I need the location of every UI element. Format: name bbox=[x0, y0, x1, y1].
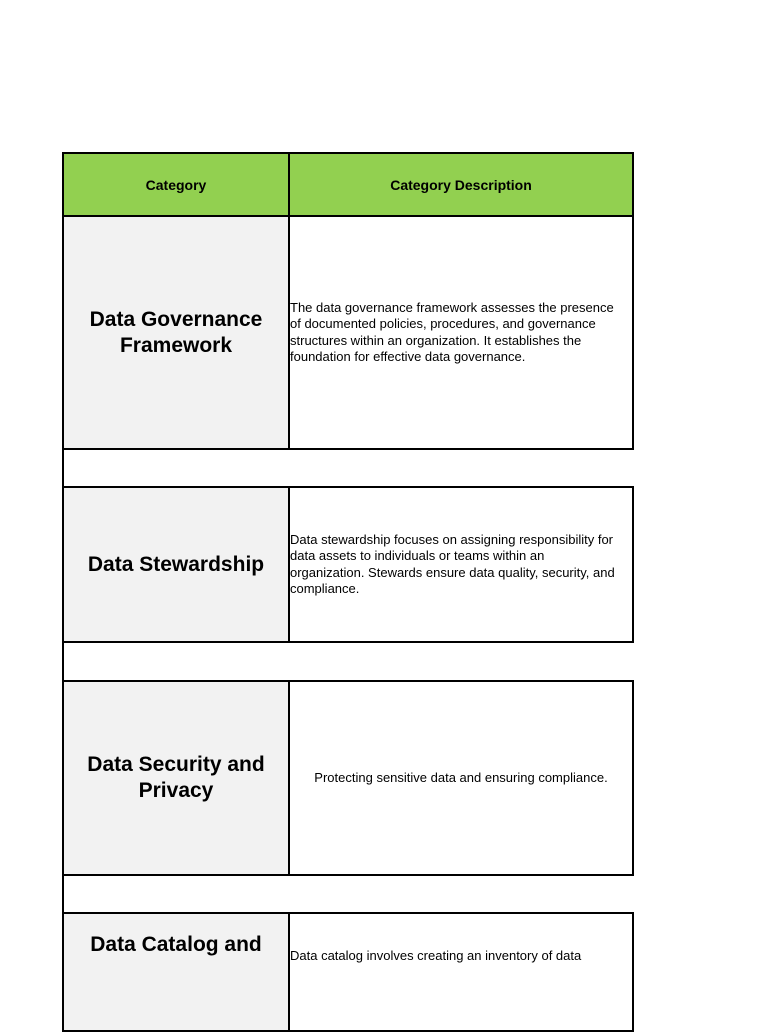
description-cell: The data governance framework assesses the presence of documented policies, procedures, and governance structures within an organization. It establishes the foundation for effective data governance. bbox=[290, 217, 632, 448]
table-row bbox=[62, 912, 634, 1032]
spreadsheet-page bbox=[62, 152, 634, 963]
table-row bbox=[62, 486, 634, 643]
category-cell: Data Catalog and bbox=[64, 914, 290, 1030]
category-cell: Data Stewardship bbox=[64, 488, 290, 641]
description-cell: Protecting sensitive data and ensuring compliance. bbox=[290, 682, 632, 874]
table-header-row bbox=[62, 152, 634, 217]
description-cell: Data catalog involves creating an inventory of data bbox=[290, 914, 632, 1030]
header-category-description: Category Description bbox=[290, 154, 632, 215]
row-spacer bbox=[62, 448, 634, 488]
row-spacer bbox=[62, 641, 634, 682]
header-category: Category bbox=[64, 154, 290, 215]
category-cell: Data Governance Framework bbox=[64, 217, 290, 448]
table-row bbox=[62, 680, 634, 876]
category-cell: Data Security and Privacy bbox=[64, 682, 290, 874]
row-spacer bbox=[62, 874, 634, 914]
table-row bbox=[62, 215, 634, 450]
description-cell: Data stewardship focuses on assigning responsibility for data assets to individuals or teams within an organization. Stewards ensure data quality, security, and compliance. bbox=[290, 488, 632, 641]
